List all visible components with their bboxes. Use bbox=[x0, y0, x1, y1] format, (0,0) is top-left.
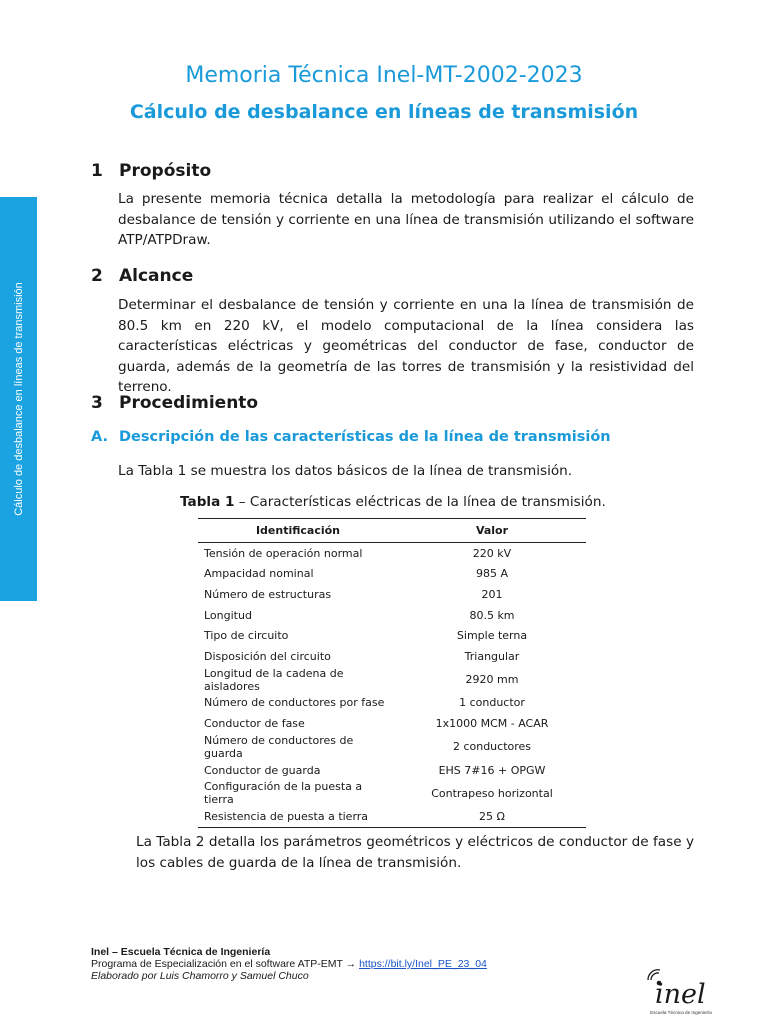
section-2-heading bbox=[91, 266, 193, 286]
footer-org: Inel – Escuela Técnica de Ingeniería bbox=[91, 946, 271, 958]
table-cell-valor: Triangular bbox=[464, 649, 520, 663]
table-caption bbox=[180, 494, 606, 510]
side-tab bbox=[0, 197, 37, 601]
section-1-text: La presente memoria técnica detalla la metodología para realizar el cálculo de desbalance de tensión y corriente en una línea de transmisión utilizando el software ATP/ATPDraw. bbox=[118, 191, 694, 248]
table-cell-identificacion: Disposición del circuito bbox=[204, 649, 331, 663]
subsection-a-title: Descripción de las características de la línea de transmisión bbox=[119, 429, 611, 445]
table-cell-valor: 25 Ω bbox=[398, 806, 586, 827]
table-cell-identificacion: Resistencia de puesta a tierra bbox=[198, 806, 398, 827]
table-cell-valor: 80.5 km bbox=[469, 608, 515, 622]
table-row bbox=[198, 584, 586, 605]
document-title: Memoria Técnica Inel-MT-2002-2023 bbox=[185, 63, 583, 88]
table-row bbox=[198, 693, 586, 714]
subsection-a-intro: La Tabla 1 se muestra los datos básicos de la línea de transmisión. bbox=[118, 463, 573, 479]
table-cell-identificacion: Número de conductores por fase bbox=[204, 696, 385, 710]
table-header-row bbox=[198, 519, 586, 543]
table-row bbox=[198, 543, 586, 564]
table-row bbox=[198, 564, 586, 585]
table-cell-identificacion: Tipo de circuito bbox=[204, 629, 289, 643]
table-body bbox=[198, 543, 586, 828]
table-cell-identificacion: Conductor de guarda bbox=[204, 763, 321, 777]
table-caption-label: Tabla 1 bbox=[180, 494, 235, 510]
table-row bbox=[198, 667, 586, 693]
table-cell-identificacion: Tensión de operación normal bbox=[204, 546, 363, 560]
table-caption-text: – Características eléctricas de la línea de transmisión. bbox=[234, 494, 606, 510]
table-row bbox=[198, 760, 586, 781]
table-cell-identificacion: Número de estructuras bbox=[204, 587, 332, 601]
table-cell-identificacion: Ampacidad nominal bbox=[204, 567, 314, 581]
table-cell-identificacion: Longitud de la cadena de aisladores bbox=[204, 666, 344, 693]
section-2-number: 2 bbox=[91, 266, 103, 286]
table-cell-valor: 201 bbox=[481, 587, 503, 601]
table-header-identificacion: Identificación bbox=[198, 519, 398, 543]
table-row bbox=[198, 605, 586, 626]
table-cell-valor: 1x1000 MCM - ACAR bbox=[435, 716, 549, 730]
inel-logo bbox=[645, 966, 717, 1016]
table-cell-valor: 2920 mm bbox=[465, 673, 519, 687]
footer-link[interactable]: https://bit.ly/Inel_PE_23_04 bbox=[359, 958, 487, 970]
document-subtitle: Cálculo de desbalance en líneas de transmisión bbox=[129, 101, 639, 123]
table-cell-identificacion: Conductor de fase bbox=[204, 716, 305, 730]
table-cell-identificacion: Configuración de la puesta a tierra bbox=[204, 780, 363, 807]
section-1-heading bbox=[91, 161, 211, 181]
table-cell-valor: 1 conductor bbox=[459, 696, 525, 710]
table-row bbox=[198, 646, 586, 667]
footer-program bbox=[91, 958, 487, 970]
logo-wordmark: inel bbox=[655, 979, 706, 1010]
table-cell-valor: 220 kV bbox=[472, 546, 512, 560]
section-3-heading bbox=[91, 393, 258, 413]
side-tab-label: Cálculo de desbalance en líneas de transmisión bbox=[12, 282, 25, 516]
section-3-title: Procedimiento bbox=[119, 393, 259, 413]
table-row bbox=[198, 625, 586, 646]
subsection-a-number: A. bbox=[91, 429, 108, 445]
table-cell-valor: 2 conductores bbox=[452, 740, 532, 754]
footer-program-text: Programa de Especialización en el software ATP-EMT → bbox=[91, 958, 360, 970]
table-cell-valor: 985 A bbox=[475, 567, 509, 581]
table-cell-identificacion: Número de conductores de guarda bbox=[204, 733, 354, 760]
table-row bbox=[198, 713, 586, 734]
section-1-number: 1 bbox=[91, 161, 103, 181]
table-cell-valor: EHS 7#16 + OPGW bbox=[438, 763, 546, 777]
subsection-a-heading bbox=[91, 429, 611, 445]
table-row bbox=[198, 780, 586, 806]
table-cell-identificacion: Longitud bbox=[204, 608, 252, 622]
table-row bbox=[198, 806, 586, 827]
footer-authors: Elaborado por Luis Chamorro y Samuel Chuco bbox=[91, 970, 309, 982]
section-1-title: Propósito bbox=[119, 161, 212, 181]
footer bbox=[91, 946, 487, 982]
section-2-title: Alcance bbox=[119, 266, 194, 286]
section-3-number: 3 bbox=[91, 393, 103, 413]
table-cell-valor: Contrapeso horizontal bbox=[431, 786, 553, 800]
table-header-valor: Valor bbox=[398, 519, 586, 543]
logo-tagline: Escuela Técnica de Ingeniería bbox=[650, 1010, 712, 1015]
after-table-text: La Tabla 2 detalla los parámetros geométricos y eléctricos de conductor de fase y los cables de guarda de la línea de transmisión. bbox=[136, 834, 694, 871]
characteristics-table bbox=[198, 518, 586, 828]
table-cell-valor: Simple terna bbox=[456, 629, 528, 643]
table-row bbox=[198, 734, 586, 760]
section-2-text: Determinar el desbalance de tensión y corriente en una la línea de transmisión de 80.5 km en 220 kV, el modelo computacional de la línea considera las características eléctricas y geométricas del conductor de fase, conductor de guarda, además de la geometría de las torres de transmisión y la resistividad del terreno. bbox=[118, 297, 694, 395]
